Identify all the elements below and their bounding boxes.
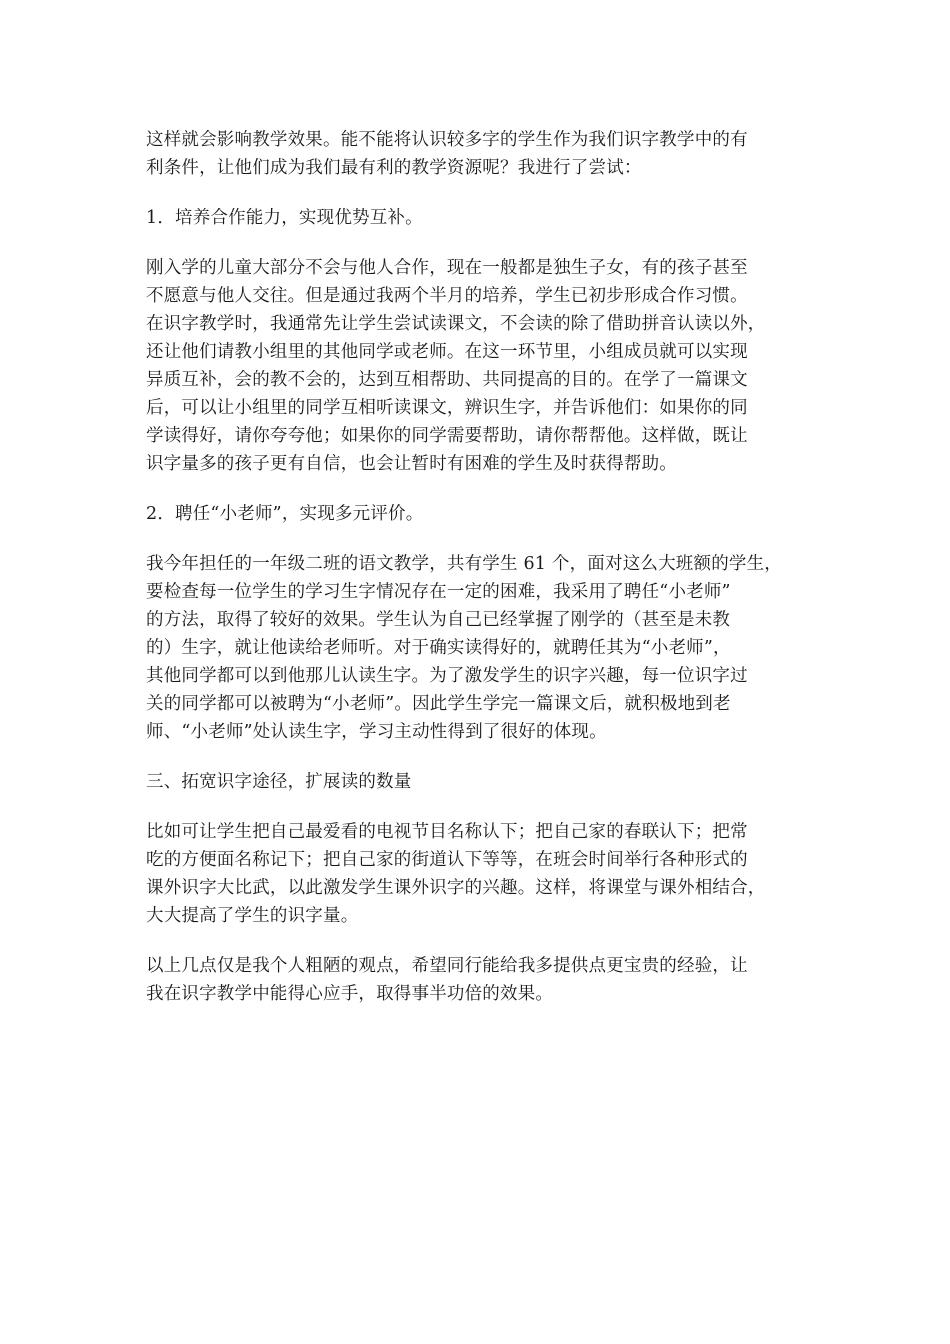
text-line: 后，可以让小组里的同学互相听读课文，辨识生字，并告诉他们：如果你的同 bbox=[146, 398, 748, 418]
text-line: 其他同学都可以到他那儿认读生字。为了激发学生的识字兴趣，每一位识字过 bbox=[146, 666, 748, 686]
heading-text: 1．培养合作能力，实现优势互补。 bbox=[146, 208, 423, 228]
section-heading-expand bbox=[146, 768, 814, 796]
text-line: 这样就会影响教学效果。能不能将认识较多字的学生作为我们识字教学中的有 bbox=[146, 130, 748, 150]
text-line: 大大提高了学生的识字量。 bbox=[146, 906, 359, 926]
text-line: 识字量多的孩子更有自信，也会让暂时有困难的学生及时获得帮助。 bbox=[146, 454, 677, 474]
heading-text: 2．聘任“小老师”，实现多元评价。 bbox=[146, 504, 424, 524]
section-heading-cooperation bbox=[146, 204, 814, 232]
text-line: 学读得好，请你夸夸他；如果你的同学需要帮助，请你帮帮他。这样做，既让 bbox=[146, 426, 748, 446]
text-line: 要检查每一位学生的学习生字情况存在一定的困难，我采用了聘任“小老师” bbox=[146, 582, 731, 602]
section-heading-little-teacher bbox=[146, 500, 814, 528]
text-line: 还让他们请教小组里的其他同学或老师。在这一环节里，小组成员就可以实现 bbox=[146, 342, 748, 362]
text-line: 吃的方便面名称记下；把自己家的街道认下等等，在班会时间举行各种形式的 bbox=[146, 850, 748, 870]
text-line: 我今年担任的一年级二班的语文教学，共有学生 61 个，面对这么大班额的学生， bbox=[146, 554, 782, 574]
text-line: 异质互补，会的教不会的，达到互相帮助、共同提高的目的。在学了一篇课文 bbox=[146, 370, 748, 390]
document-page bbox=[146, 126, 814, 1030]
paragraph-cooperation bbox=[146, 254, 814, 478]
text-line: 的方法，取得了较好的效果。学生认为自己已经掌握了刚学的（甚至是未教 bbox=[146, 610, 731, 630]
text-line: 我在识字教学中能得心应手，取得事半功倍的效果。 bbox=[146, 984, 554, 1004]
text-line: 利条件，让他们成为我们最有利的教学资源呢？我进行了尝试： bbox=[146, 158, 642, 178]
text-line: 在识字教学时，我通常先让学生尝试读课文，不会读的除了借助拼音认读以外， bbox=[146, 314, 766, 334]
text-line: 关的同学都可以被聘为“小老师”。因此学生学完一篇课文后，就积极地到老 bbox=[146, 694, 731, 714]
text-line: 比如可让学生把自己最爱看的电视节目名称认下；把自己家的春联认下；把常 bbox=[146, 822, 748, 842]
paragraph-little-teacher bbox=[146, 550, 814, 746]
paragraph-intro bbox=[146, 126, 814, 182]
paragraph-expand bbox=[146, 818, 814, 930]
text-line: 师、“小老师”处认读生字，学习主动性得到了很好的体现。 bbox=[146, 722, 607, 742]
text-line: 不愿意与他人交往。但是通过我两个半月的培养，学生已初步形成合作习惯。 bbox=[146, 286, 748, 306]
text-line: 课外识字大比武，以此激发学生课外识字的兴趣。这样，将课堂与课外相结合， bbox=[146, 878, 766, 898]
text-line: 刚入学的儿童大部分不会与他人合作，现在一般都是独生子女，有的孩子甚至 bbox=[146, 258, 748, 278]
text-line: 以上几点仅是我个人粗陋的观点，希望同行能给我多提供点更宝贵的经验，让 bbox=[146, 956, 748, 976]
heading-text: 三、拓宽识字途径，扩展读的数量 bbox=[146, 772, 412, 792]
text-line: 的）生字，就让他读给老师听。对于确实读得好的，就聘任其为“小老师”， bbox=[146, 638, 731, 658]
paragraph-conclusion bbox=[146, 952, 814, 1008]
